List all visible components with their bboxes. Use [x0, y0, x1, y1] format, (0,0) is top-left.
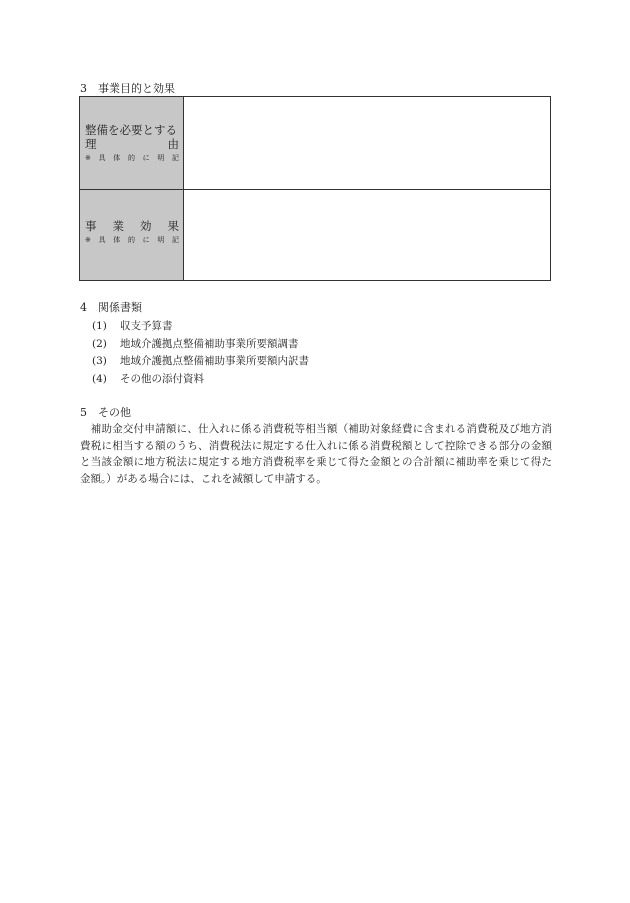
list-item-text: その他の添付資料 — [120, 373, 204, 385]
list-item — [92, 319, 173, 333]
note-char: 明 — [157, 154, 165, 162]
note-char: に — [142, 154, 150, 162]
section-3-heading: 3 事業目的と効果 — [80, 82, 175, 95]
note-char: 体 — [113, 236, 121, 244]
label-reason-line2 — [85, 137, 179, 151]
note-char: 具 — [98, 154, 106, 162]
label-effect-char: 業 — [112, 219, 124, 233]
purpose-effect-table — [79, 96, 551, 281]
section-4-heading: 4 関係書類 — [80, 301, 142, 314]
label-effect — [85, 219, 179, 233]
reason-content-cell[interactable] — [184, 97, 550, 189]
note-char: 明 — [157, 236, 165, 244]
note-specify-reason — [85, 154, 179, 163]
note-specify-effect — [85, 236, 179, 245]
list-item-number: (1) — [92, 320, 107, 332]
list-item-number: (2) — [92, 338, 107, 350]
note-char: 的 — [127, 154, 135, 162]
note-char: 記 — [172, 236, 179, 244]
list-item — [92, 354, 309, 368]
effect-content-cell[interactable] — [184, 190, 550, 280]
label-effect-char: 事 — [85, 219, 97, 233]
note-char: 体 — [113, 154, 121, 162]
list-item-text: 地域介護拠点整備補助事業所要額内訳書 — [120, 355, 309, 367]
note-char: 記 — [172, 154, 179, 162]
note-char: ※ — [85, 236, 91, 244]
list-item-text: 地域介護拠点整備補助事業所要額調書 — [120, 338, 299, 350]
note-char: 具 — [98, 236, 106, 244]
list-item-number: (4) — [92, 373, 107, 385]
note-char: に — [142, 236, 150, 244]
label-effect-char: 果 — [167, 219, 179, 233]
note-char: 的 — [127, 236, 135, 244]
list-item — [92, 372, 204, 386]
label-reason-line1: 整備を必要とする — [85, 123, 177, 137]
table-row-effect — [80, 190, 550, 280]
section-5-paragraph: 補助金交付申請額に、仕入れに係る消費税等相当額（補助対象経費に含まれる消費税及び地方消費税に相当する額のうち、消費税法に規定する仕入れに係る消費税額として控除できる部分の金額と当該金額に地方税法に規定する地方消費税率を乗じて得た金額との合計額に補助率を乗じて得た金額。）がある場合には、これを減額して申請する。 — [80, 423, 552, 485]
list-item-text: 収支予算書 — [120, 320, 173, 332]
label-reason-char-right: 由 — [167, 137, 179, 151]
label-effect-char: 効 — [140, 219, 152, 233]
label-reason-char-left: 理 — [85, 137, 97, 151]
section-5-heading: 5 その他 — [80, 406, 131, 419]
note-char: ※ — [85, 154, 91, 162]
list-item — [92, 337, 299, 351]
table-row-reason — [80, 97, 550, 190]
label-cell-effect — [80, 190, 184, 280]
list-item-number: (3) — [92, 355, 107, 367]
label-cell-reason — [80, 97, 184, 189]
